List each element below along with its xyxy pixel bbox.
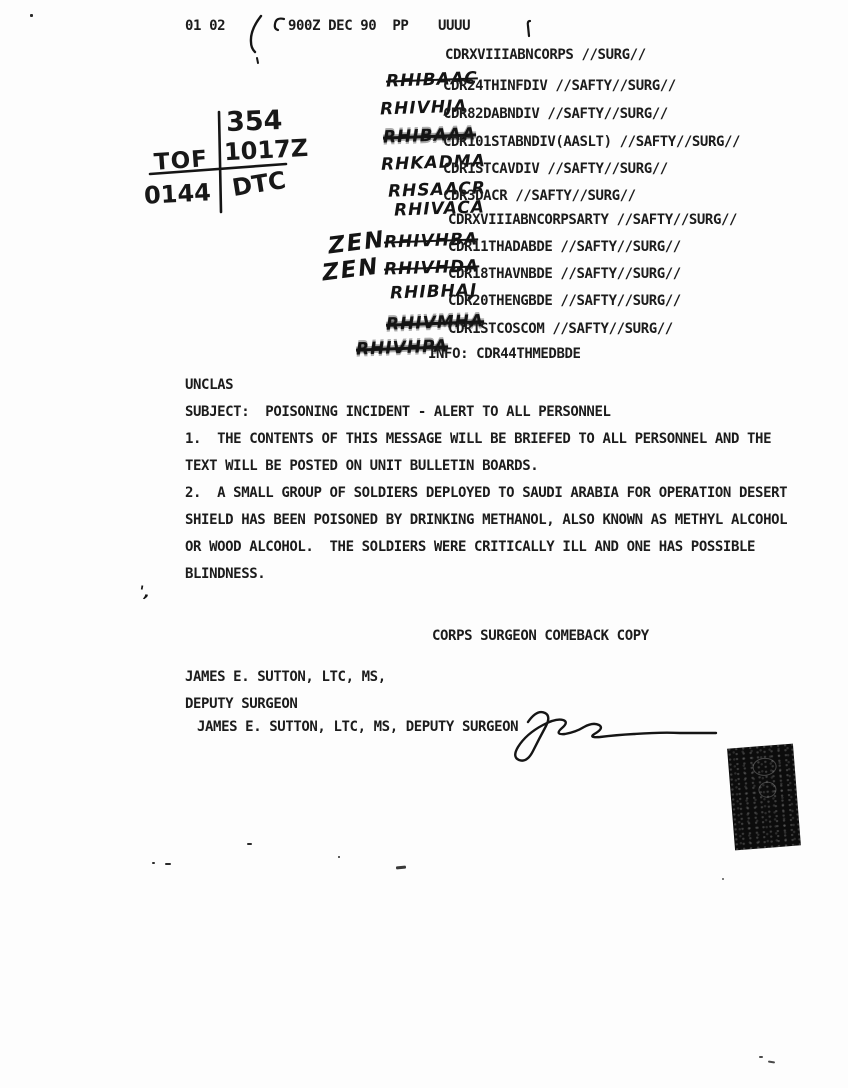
addressee-typed: INFO: CDR44THMEDBDE [428,346,581,362]
comeback-copy-label: CORPS SURGEON COMEBACK COPY [432,628,649,644]
addressee-typed: CDR11THADABDE //SAFTY//SURG// [448,239,681,255]
scan-speck [247,843,252,845]
routing-code-handwritten: RHIVHJA [379,96,468,120]
addressee-row [0,151,848,180]
tof-number: 0144 [143,178,212,210]
addressee-row [0,96,848,125]
message-body [185,372,815,588]
page-numbers: 01 02 [185,18,226,34]
subject-line: SUBJECT: POISONING INCIDENT - ALERT TO ALL PERSONNEL [185,404,611,420]
routing-code-handwritten: RHIBAAC [385,68,479,92]
routing-code-handwritten: RHIVHPA [355,336,449,360]
body-line: 1. THE CONTENTS OF THIS MESSAGE WILL BE BRIEFED TO ALL PERSONNEL AND THE [185,431,772,447]
zen-handwritten: ZEN [320,253,382,287]
scan-speck [722,878,724,880]
classification-group: UUUU [438,18,471,34]
routing-code-handwritten: RHIVACA [393,197,486,221]
addressee-typed: CDR3DACR //SAFTY//SURG// [443,188,636,204]
addressee-row [0,336,848,365]
signer-title: DEPUTY SURGEON [185,696,298,712]
routing-code-handwritten: RHKADMA [380,151,487,175]
date-time-group: 900Z DEC 90 PP [288,18,409,34]
addressee-row [0,280,848,312]
scan-speck [759,1056,763,1058]
body-line: OR WOOD ALCOHOL. THE SOLDIERS WERE CRITICALLY ILL AND ONE HAS POSSIBLE [185,539,756,555]
addressee-typed: CDRXVIIIABNCORPSARTY //SAFTY//SURG// [448,212,738,228]
addressee-row [0,46,848,66]
addressee-row [0,68,848,97]
censor-stamp [727,744,801,851]
stamp-ghost-marks [752,757,777,777]
pen-tick-mark [524,19,534,39]
pen-curl-mark [271,16,287,34]
addressee-typed: CDRXVIIIABNCORPS //SURG// [445,47,646,63]
scan-speck [165,863,171,865]
stamp-ghost-marks [758,781,777,798]
tof-serial: 354 [225,105,283,138]
body-line: TEXT WILL BE POSTED ON UNIT BULLETIN BOARDS. [185,458,539,474]
addressee-typed: CDR1STCAVDIV //SAFTY//SURG// [443,161,668,177]
routing-code-handwritten: RHIVMHA [385,311,485,335]
scan-speck [338,856,340,858]
routing-code-handwritten: RHIVHDA [383,256,480,280]
routing-code-handwritten: RHSAACR [387,178,487,202]
addressee-row [0,197,848,231]
scan-speck [30,14,33,17]
body-line: 2. A SMALL GROUP OF SOLDIERS DEPLOYED TO SAUDI ARABIA FOR OPERATION DESERT [185,485,788,501]
dtc-label: DTC [230,165,288,203]
signature-scrawl [503,692,733,767]
scan-speck [152,862,155,864]
routing-code-handwritten: RHIBAAA [382,124,477,148]
tof-time: 1017Z [223,133,309,167]
addressee-row [0,124,848,153]
routing-code-handwritten: RHIBHAJ [389,280,478,304]
body-line: BLINDNESS. [185,566,266,582]
body-line: SHIELD HAS BEEN POISONED BY DRINKING METHANOL, ALSO KNOWN AS METHYL ALCOHOL [185,512,788,528]
addressee-typed: CDR18THAVNBDE //SAFTY//SURG// [448,266,681,282]
stray-pen-mark: ', [137,582,153,602]
addressee-typed: CDR24THINFDIV //SAFTY//SURG// [443,78,676,94]
zen-handwritten: ZEN [326,226,388,260]
addressee-typed: CDR82DABNDIV //SAFTY//SURG// [443,106,668,122]
signer-name: JAMES E. SUTTON, LTC, MS, [185,669,386,685]
scan-speck [396,865,406,869]
scan-speck [768,1061,775,1064]
addressee-typed: CDR1STCOSCOM //SAFTY//SURG// [448,321,673,337]
addressee-row [0,226,848,260]
signature-block-line: JAMES E. SUTTON, LTC, MS, DEPUTY SURGEON [197,719,519,735]
addressee-typed: CDR101STABNDIV(AASLT) //SAFTY//SURG// [443,134,741,150]
addressee-typed: CDR20THENGBDE //SAFTY//SURG// [448,293,681,309]
classification-line: UNCLAS [185,377,234,393]
tof-label: TOF [153,146,209,176]
routing-code-handwritten: RHIVHBA [383,229,479,253]
